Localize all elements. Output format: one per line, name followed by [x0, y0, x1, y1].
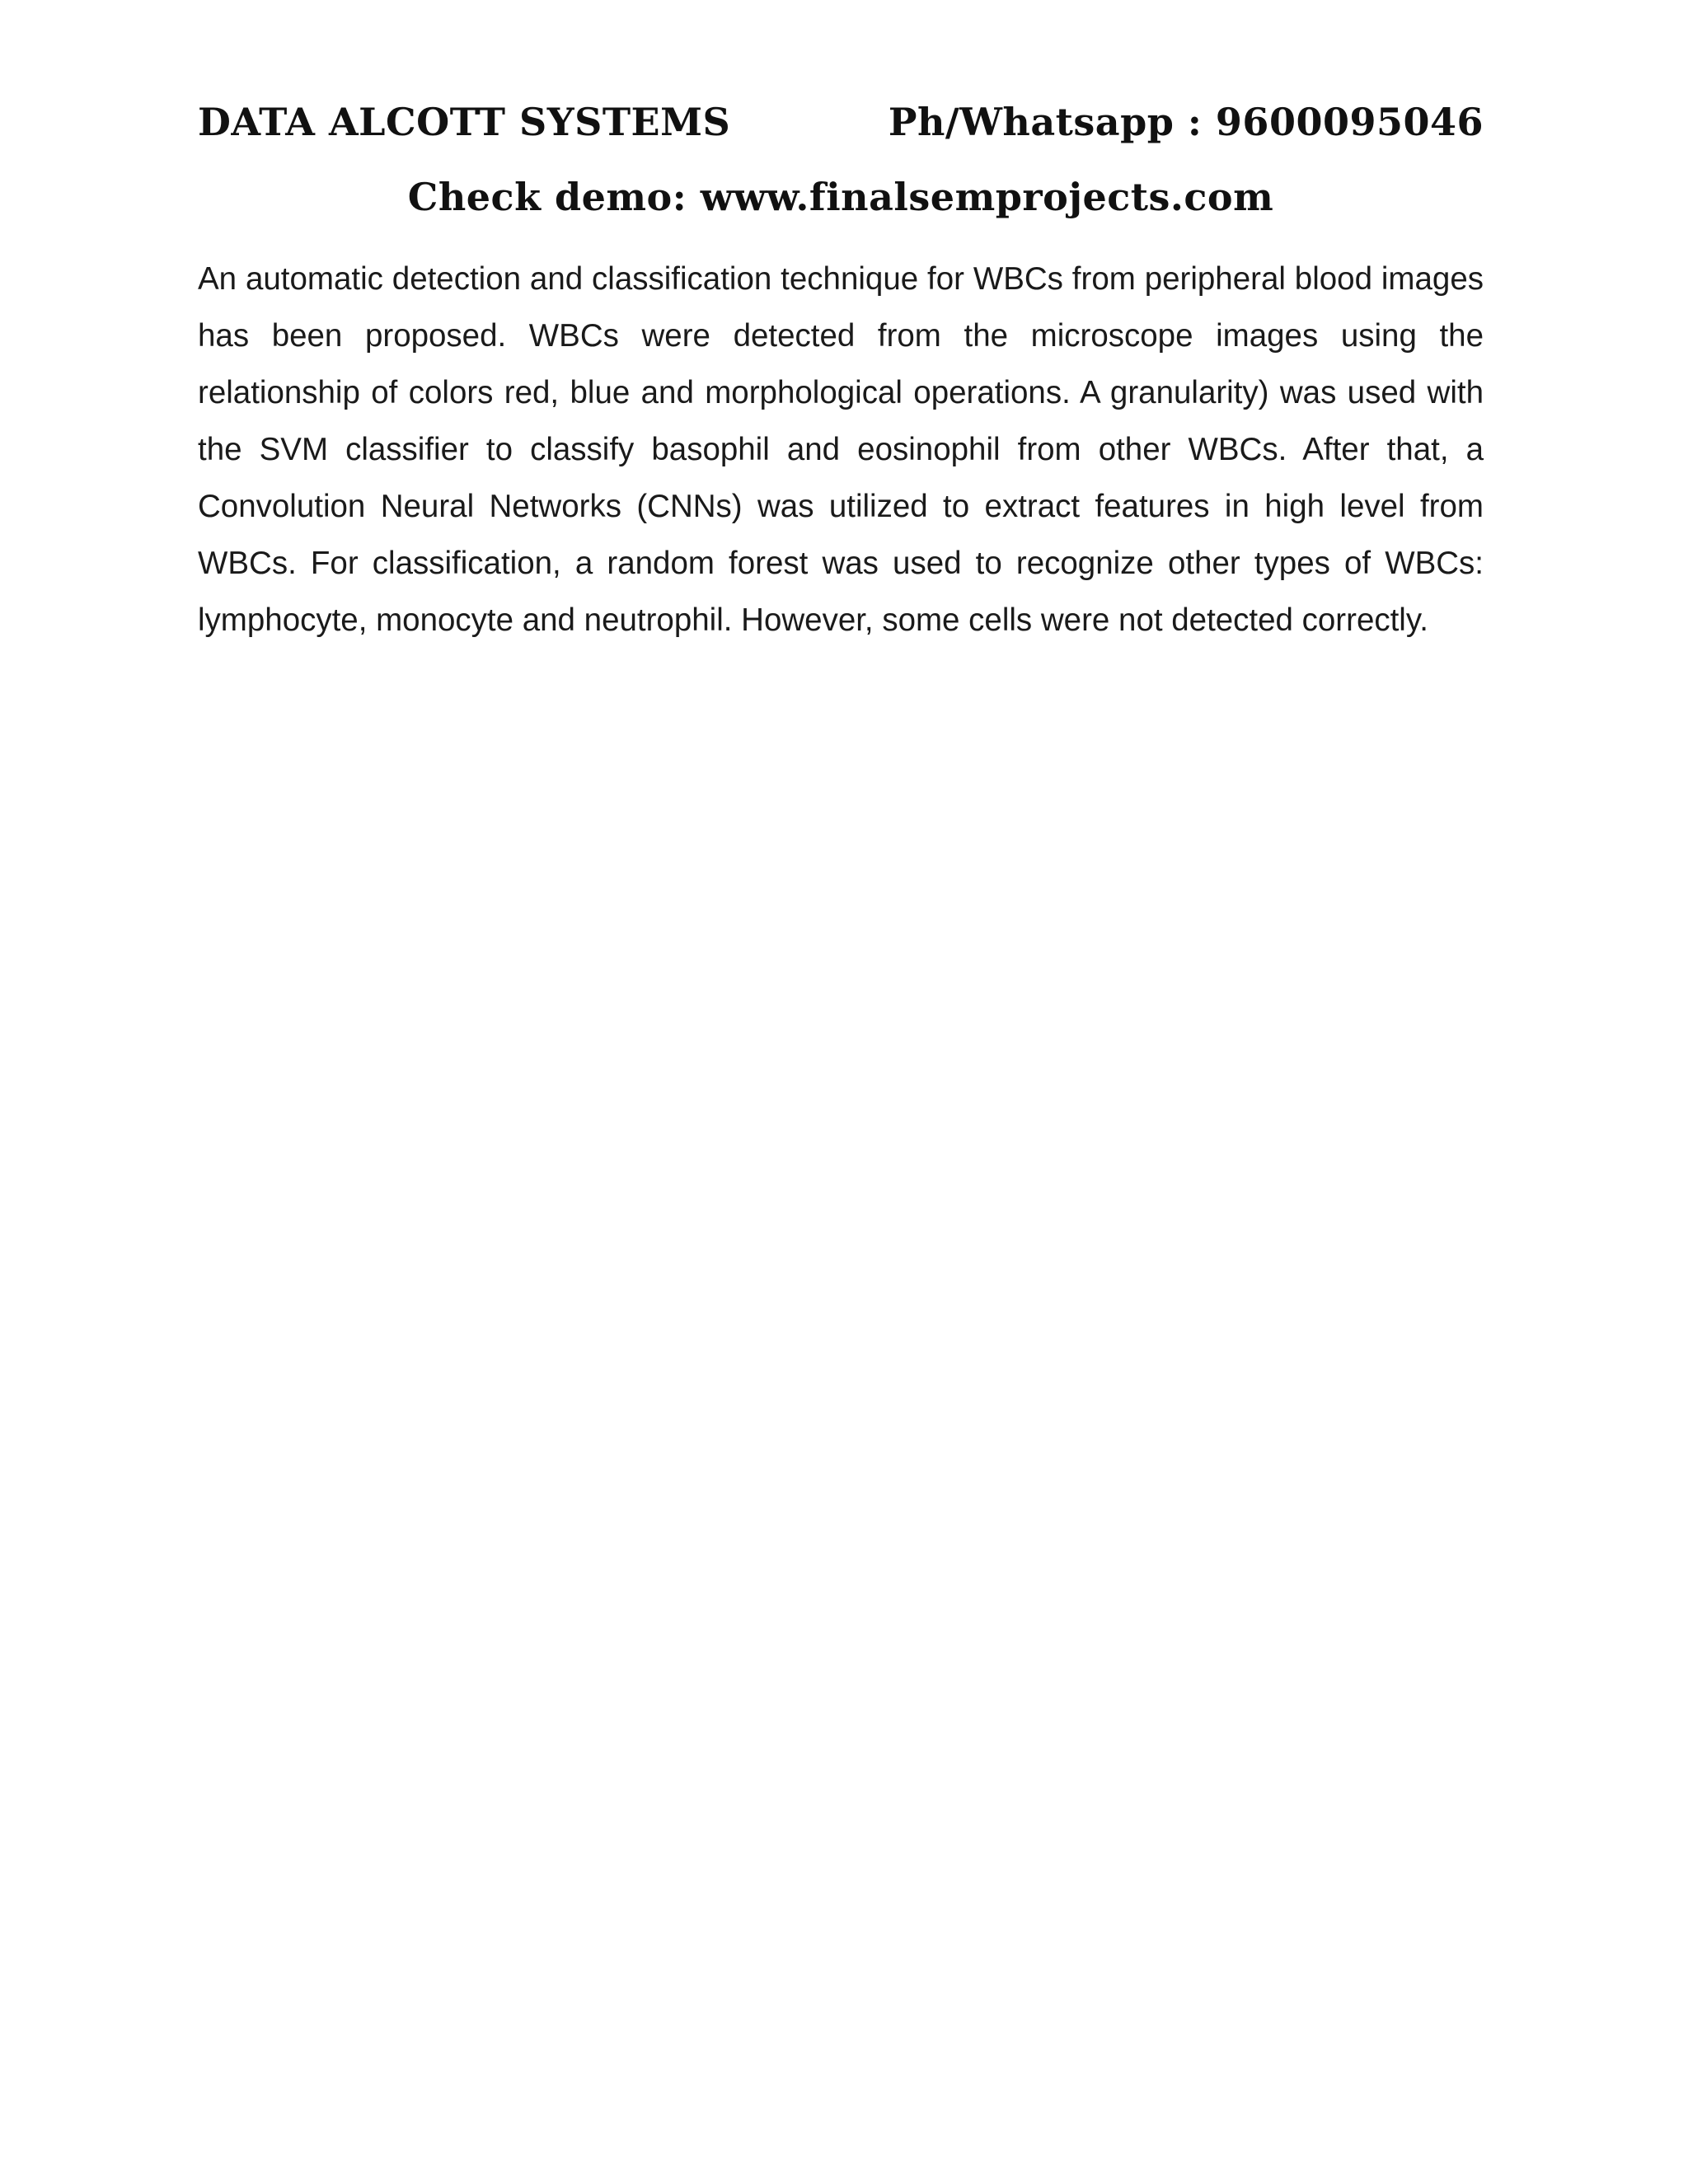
abstract-paragraph: An automatic detection and classification technique for WBCs from peripheral blood images has been proposed. WBCs were detected from the microscope images using the relationship of colors red, blue and morphological operations. A granularity) was used with the SVM classifier to classify basophil and eosinophil from other WBCs. After that, a Convolution Neural Networks (CNNs) was utilized to extract features in high level from WBCs. For classification, a random forest was used to recognize other types of WBCs: lymphocyte, monocyte and neutrophil. However, some cells were not detected correctly.	[198, 261, 1484, 638]
company-name: DATA ALCOTT SYSTEMS	[198, 100, 731, 144]
demo-website-line: Check demo: www.finalsemprojects.com	[407, 175, 1274, 219]
contact-number: Ph/Whatsapp : 9600095046	[888, 100, 1484, 144]
page-header	[198, 97, 1484, 147]
